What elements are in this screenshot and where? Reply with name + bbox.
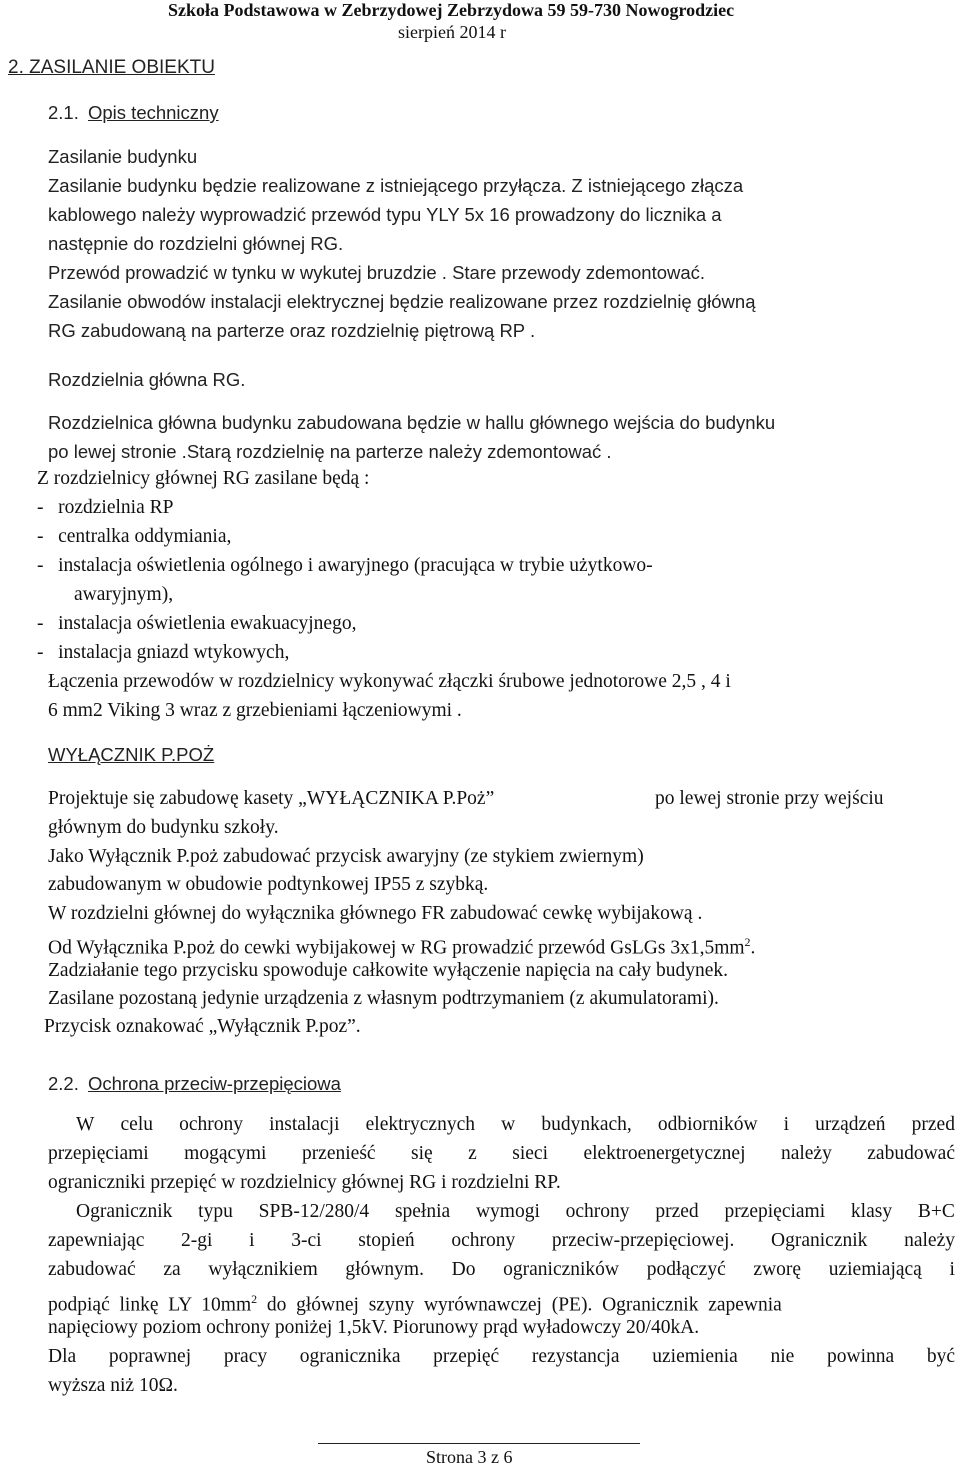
word: elektroenergetycznej — [583, 1143, 746, 1164]
word: instalacji — [269, 1114, 340, 1135]
list-item: - instalacja oświetlenia ewakuacyjnego, — [37, 613, 357, 634]
paragraph-line: po lewej stronie .Starą rozdzielnię na parterze należy zdemontować . — [48, 441, 612, 462]
word: Ogranicznik — [771, 1230, 868, 1251]
word: celu — [120, 1114, 153, 1135]
word: ochrony — [451, 1230, 516, 1251]
subsection-number: 2.2. — [48, 1073, 79, 1094]
word: przed — [655, 1201, 699, 1222]
paragraph-line: kablowego należy wyprowadzić przewód typu YLY 5x 16 prowadzony do licznika a — [48, 204, 722, 225]
word: i — [949, 1259, 955, 1280]
word: stopień — [358, 1230, 415, 1251]
word: Ogranicznik — [76, 1201, 173, 1222]
list-item: - instalacja oświetlenia ogólnego i awaryjnego (pracująca w trybie użytkowo- — [37, 555, 653, 576]
word: pracy — [223, 1346, 268, 1367]
header-date: sierpień 2014 r — [398, 22, 506, 42]
word: i — [249, 1230, 255, 1251]
word: przepięciami — [724, 1201, 826, 1222]
ly-text-b: do głównej szyny wyrównawczej (PE). Ogranicznik zapewnia — [257, 1294, 782, 1316]
word: uziemienia — [652, 1346, 738, 1367]
list-item: - centralka oddymiania, — [37, 526, 232, 547]
paragraph-line: RG zabudowaną na parterze oraz rozdzielnię piętrową RP . — [48, 320, 536, 341]
section-title: 2. ZASILANIE OBIEKTU — [8, 57, 215, 78]
rg-heading: Rozdzielnia główna RG. — [48, 369, 246, 390]
word: za — [163, 1259, 181, 1280]
justified-line — [76, 1113, 955, 1137]
footer-divider — [318, 1443, 640, 1444]
subsection-number: 2.1. — [48, 102, 79, 123]
paragraph-line: Przycisk oznakować „Wyłącznik P.poz”. — [44, 1016, 361, 1037]
paragraph-line: ograniczniki przepięć w rozdzielnicy głównej RG i rozdzielni RP. — [48, 1172, 561, 1193]
justified-line — [48, 1258, 955, 1282]
paragraph-line: po lewej stronie przy wejściu — [655, 788, 884, 809]
word: podłączyć — [646, 1259, 726, 1280]
word: zabudować — [48, 1259, 136, 1280]
paragraph-line — [48, 930, 755, 961]
word: typu — [198, 1201, 233, 1222]
paragraph-line: Przewód prowadzić w tynku w wykutej bruzdzie . Stare przewody zdemontować. — [48, 262, 706, 283]
justified-line — [76, 1200, 955, 1224]
list-item: - rozdzielnia RP — [37, 497, 174, 518]
gslgs-text: Od Wyłącznika P.poż do cewki wybijakowej w RG prowadzić przewód GsLGs 3x1,5mm — [48, 937, 745, 959]
paragraph-line: Łączenia przewodów w rozdzielnicy wykonywać złączki śrubowe jednotorowe 2,5 , 4 i — [48, 671, 731, 692]
wylacznik-heading: WYŁĄCZNIK P.POŻ — [48, 744, 215, 765]
subsection-title: Opis techniczny — [88, 102, 219, 123]
subsection-title: Ochrona przeciw-przepięciowa — [88, 1073, 341, 1094]
paragraph-line — [48, 1287, 782, 1318]
paragraph-line: zabudowanym w obudowie podtynkowej IP55 z szybką. — [48, 874, 489, 895]
word: Do — [451, 1259, 476, 1280]
superscript: 2 — [251, 1292, 258, 1306]
word: ochrony — [179, 1114, 244, 1135]
word: 2-gi — [181, 1230, 213, 1251]
paragraph-line: następnie do rozdzielni głównej RG. — [48, 233, 344, 254]
paragraph-line: głównym do budynku szkoły. — [48, 817, 279, 838]
word: rezystancja — [531, 1346, 620, 1367]
paragraph-line: W rozdzielni głównej do wyłącznika głównego FR zabudować cewkę wybijakową . — [48, 903, 703, 924]
word: zabudować — [867, 1143, 955, 1164]
justified-line — [48, 1345, 955, 1369]
word: głównym. — [345, 1259, 424, 1280]
paragraph-line: Rozdzielnica główna budynku zabudowana będzie w hallu głównego wejścia do budynku — [48, 412, 776, 433]
word: klasy — [850, 1201, 893, 1222]
word: ochrony — [565, 1201, 630, 1222]
word: budynkach, — [541, 1114, 632, 1135]
word: ograniczników — [503, 1259, 620, 1280]
paragraph-line: Zasilanie obwodów instalacji elektrycznej będzie realizowane przez rozdzielnię główną — [48, 291, 756, 312]
word: uziemiającą — [828, 1259, 922, 1280]
paragraph-line: 6 mm2 Viking 3 wraz z grzebieniami łączeniowymi . — [48, 700, 462, 721]
word: mogącymi — [184, 1143, 267, 1164]
word: wymogi — [475, 1201, 540, 1222]
paragraph-line: wyższa niż 10Ω. — [48, 1375, 178, 1396]
word: przepięciami — [48, 1143, 149, 1164]
word: Dla — [48, 1346, 77, 1367]
header-school: Szkoła Podstawowa w Zebrzydowej Zebrzydowa 59 59-730 Nowogrodziec — [168, 0, 735, 20]
list-item: - instalacja gniazd wtykowych, — [37, 642, 290, 663]
word: 3-ci — [291, 1230, 322, 1251]
ly-text-a: podpiąć linkę LY 10mm — [48, 1294, 252, 1316]
word: i — [783, 1114, 790, 1135]
word: sieci — [512, 1143, 548, 1164]
word: ogranicznika — [299, 1346, 401, 1367]
word: przed — [911, 1114, 955, 1135]
word: zapewniając — [48, 1230, 145, 1251]
word: się — [411, 1143, 433, 1164]
word: elektrycznych — [365, 1114, 475, 1135]
paragraph-line: Jako Wyłącznik P.poż zabudować przycisk awaryjny (ze stykiem zwiernym) — [48, 846, 644, 867]
word: należy — [780, 1143, 832, 1164]
justified-line — [48, 1142, 955, 1166]
paragraph-line: Zadziałanie tego przycisku spowoduje całkowite wyłączenie napięcia na cały budynek. — [48, 960, 729, 981]
word: wyłącznikiem — [208, 1259, 318, 1280]
word: spełnia — [394, 1201, 451, 1222]
paragraph-line: Zasilanie budynku będzie realizowane z istniejącego przyłącza. Z istniejącego złącza — [48, 175, 744, 196]
word: przepięć — [433, 1346, 500, 1367]
superscript: 2 — [744, 935, 751, 949]
word: nie — [770, 1346, 795, 1367]
word: być — [926, 1346, 955, 1367]
word: urządzeń — [815, 1114, 886, 1135]
paragraph-line: napięciowy poziom ochrony poniżej 1,5kV. Piorunowy prąd wyładowczy 20/40kA. — [48, 1317, 700, 1338]
word: zworę — [753, 1259, 802, 1280]
word: SPB-12/280/4 — [258, 1201, 370, 1222]
list-item-continuation: awaryjnym), — [74, 584, 174, 605]
word: W — [76, 1114, 95, 1135]
word: w — [501, 1114, 516, 1135]
word: przeciw-przepięciowej. — [551, 1230, 735, 1251]
word: odbiorników — [657, 1114, 758, 1135]
paragraph-line: Projektuje się zabudowę kasety „WYŁĄCZNIKA P.Poż” — [48, 788, 495, 809]
word: B+C — [917, 1201, 955, 1222]
period: . — [750, 937, 756, 959]
word: z — [468, 1143, 477, 1164]
word: poprawnej — [108, 1346, 192, 1367]
justified-line — [48, 1229, 955, 1253]
word: powinna — [826, 1346, 895, 1367]
zasilanie-heading: Zasilanie budynku — [48, 146, 198, 167]
list-intro: Z rozdzielnicy głównej RG zasilane będą : — [37, 468, 370, 489]
paragraph-line: Zasilane pozostaną jedynie urządzenia z własnym podtrzymaniem (z akumulatorami). — [48, 988, 719, 1009]
word: przenieść — [301, 1143, 376, 1164]
word: należy — [904, 1230, 955, 1251]
page-number: Strona 3 z 6 — [426, 1447, 513, 1467]
